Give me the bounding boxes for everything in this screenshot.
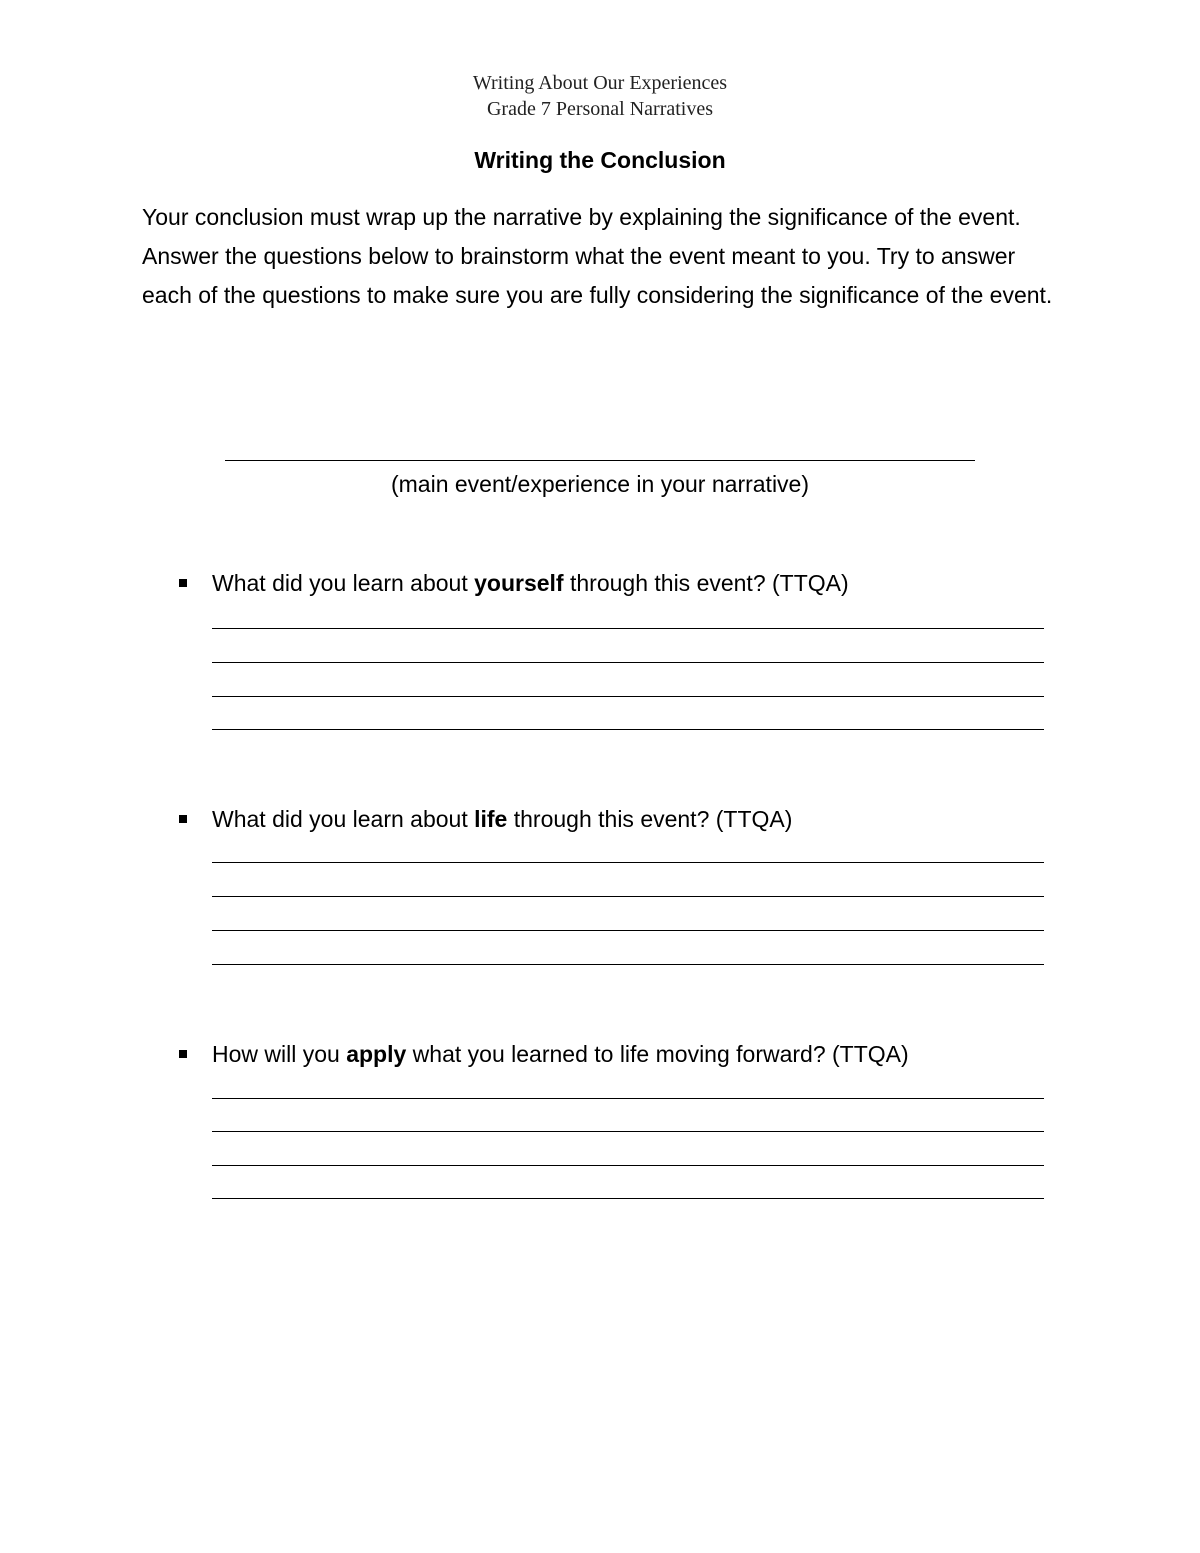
answer-line[interactable] xyxy=(212,1131,1044,1132)
question-text-emphasis: apply xyxy=(346,1041,407,1067)
question-text-emphasis: yourself xyxy=(474,570,564,596)
question-block xyxy=(0,803,1200,832)
answer-line[interactable] xyxy=(212,662,1044,663)
main-event-blank-line[interactable] xyxy=(225,460,975,461)
answer-line[interactable] xyxy=(212,1198,1044,1199)
answer-line[interactable] xyxy=(212,1098,1044,1099)
answer-line[interactable] xyxy=(212,729,1044,730)
answer-line[interactable] xyxy=(212,930,1044,931)
answer-line[interactable] xyxy=(212,696,1044,697)
question-text-before: How will you xyxy=(212,1041,347,1067)
page-title: Writing the Conclusion xyxy=(474,147,726,173)
square-bullet-icon xyxy=(179,1050,187,1058)
instructions-paragraph: Your conclusion must wrap up the narrative by explaining the significance of the event. Answer the questions below to brainstorm what the event meant to you. Try to answer each of the questions to make sure you are fully considering the significance of the event. xyxy=(142,204,1053,308)
main-event-caption: (main event/experience in your narrative) xyxy=(390,471,810,497)
question-text-after: through this event? (TTQA) xyxy=(507,806,793,832)
question-text xyxy=(212,567,849,599)
square-bullet-icon xyxy=(179,815,187,823)
question-text-after: what you learned to life moving forward? (TTQA) xyxy=(406,1041,909,1067)
answer-line[interactable] xyxy=(212,862,1044,863)
question-text-after: through this event? (TTQA) xyxy=(563,570,849,596)
square-bullet-icon xyxy=(179,579,187,587)
header-grade-subtitle: Grade 7 Personal Narratives xyxy=(486,98,714,120)
question-block xyxy=(0,567,1200,596)
question-text-before: What did you learn about xyxy=(212,806,475,832)
header-unit-title: Writing About Our Experiences xyxy=(472,72,728,94)
question-text-emphasis: life xyxy=(474,806,508,832)
answer-line[interactable] xyxy=(212,964,1044,965)
question-text xyxy=(212,803,792,835)
answer-line[interactable] xyxy=(212,896,1044,897)
question-block xyxy=(0,1038,1200,1067)
answer-line[interactable] xyxy=(212,1165,1044,1166)
answer-line[interactable] xyxy=(212,628,1044,629)
question-text-before: What did you learn about xyxy=(212,570,475,596)
question-text xyxy=(212,1038,909,1070)
